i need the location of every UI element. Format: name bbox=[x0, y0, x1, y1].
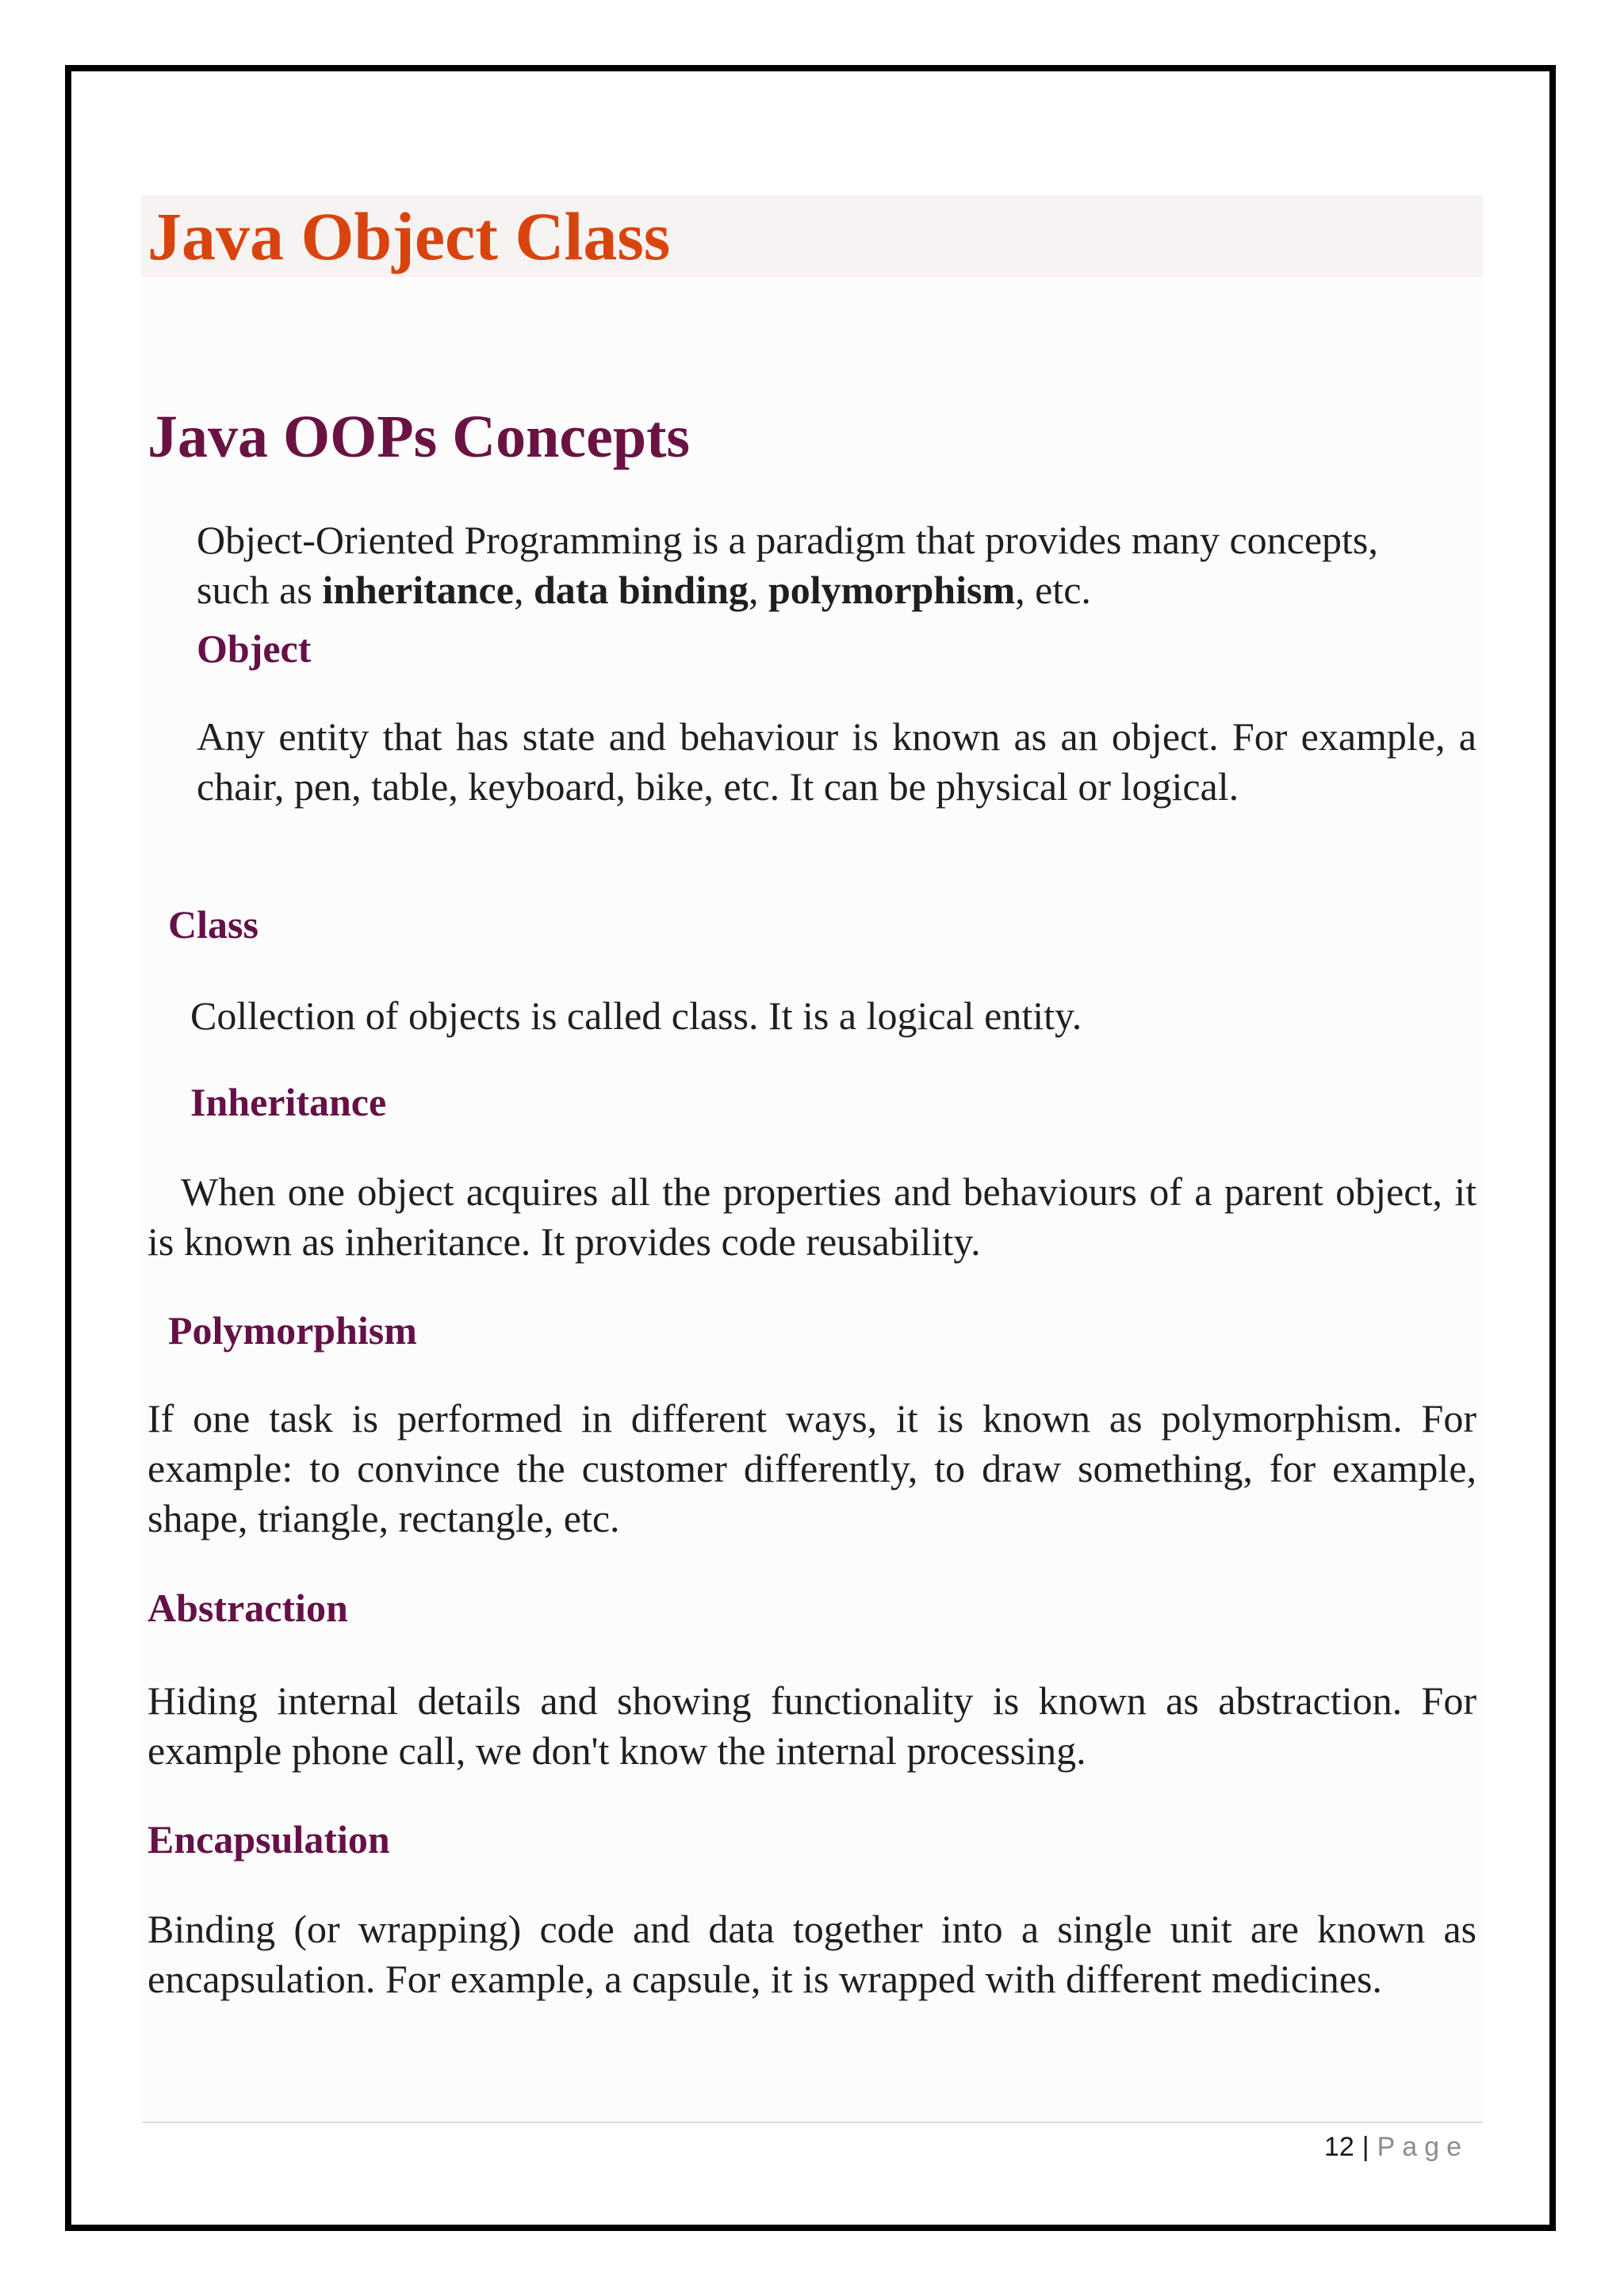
abstraction-text: Hiding internal details and showing functionality is known as abstraction. For example phone call, we don't know the internal processing. bbox=[147, 1678, 1477, 1773]
intro-sep-2: , bbox=[748, 568, 768, 612]
page-label: Page bbox=[1377, 2132, 1469, 2162]
footer-rule bbox=[143, 2122, 1483, 2123]
intro-suffix: , etc. bbox=[1015, 568, 1091, 612]
encapsulation-heading: Encapsulation bbox=[147, 1817, 390, 1862]
intro-paragraph bbox=[197, 515, 1481, 615]
intro-term-data-binding: data binding bbox=[533, 568, 749, 612]
abstraction-heading: Abstraction bbox=[147, 1586, 348, 1630]
section-title: Java OOPs Concepts bbox=[147, 404, 690, 470]
inheritance-heading: Inheritance bbox=[190, 1080, 387, 1124]
page-number: 12 bbox=[1323, 2132, 1354, 2162]
page-footer bbox=[1324, 2130, 1469, 2164]
intro-term-polymorphism: polymorphism bbox=[768, 568, 1016, 612]
main-title: Java Object Class bbox=[147, 198, 671, 274]
polymorphism-heading: Polymorphism bbox=[168, 1308, 417, 1353]
footer-separator: | bbox=[1362, 2132, 1369, 2162]
encapsulation-text: Binding (or wrapping) code and data together into a single unit are known as encapsulation. For example, a capsule, it is wrapped with different medicines. bbox=[147, 1907, 1477, 2001]
class-heading: Class bbox=[168, 902, 259, 947]
class-text: Collection of objects is called class. It is a logical entity. bbox=[190, 993, 1082, 1038]
intro-term-inheritance: inheritance bbox=[322, 568, 514, 612]
inheritance-text: When one object acquires all the properties and behaviours of a parent object, it is known as inheritance. It provides code reusability. bbox=[147, 1169, 1477, 1264]
object-text: Any entity that has state and behaviour is known as an object. For example, a chair, pen, table, keyboard, bike, etc. It can be physical or logical. bbox=[197, 714, 1477, 809]
object-heading: Object bbox=[197, 626, 312, 671]
intro-prefix: such as bbox=[197, 568, 323, 612]
intro-line-1: Object-Oriented Programming is a paradigm that provides many concepts, bbox=[197, 518, 1378, 562]
polymorphism-text: If one task is performed in different ways, it is known as polymorphism. For example: to convince the customer differently, to draw something, for example, shape, triangle, rectangle, etc. bbox=[147, 1396, 1477, 1540]
intro-sep-1: , bbox=[513, 568, 534, 612]
